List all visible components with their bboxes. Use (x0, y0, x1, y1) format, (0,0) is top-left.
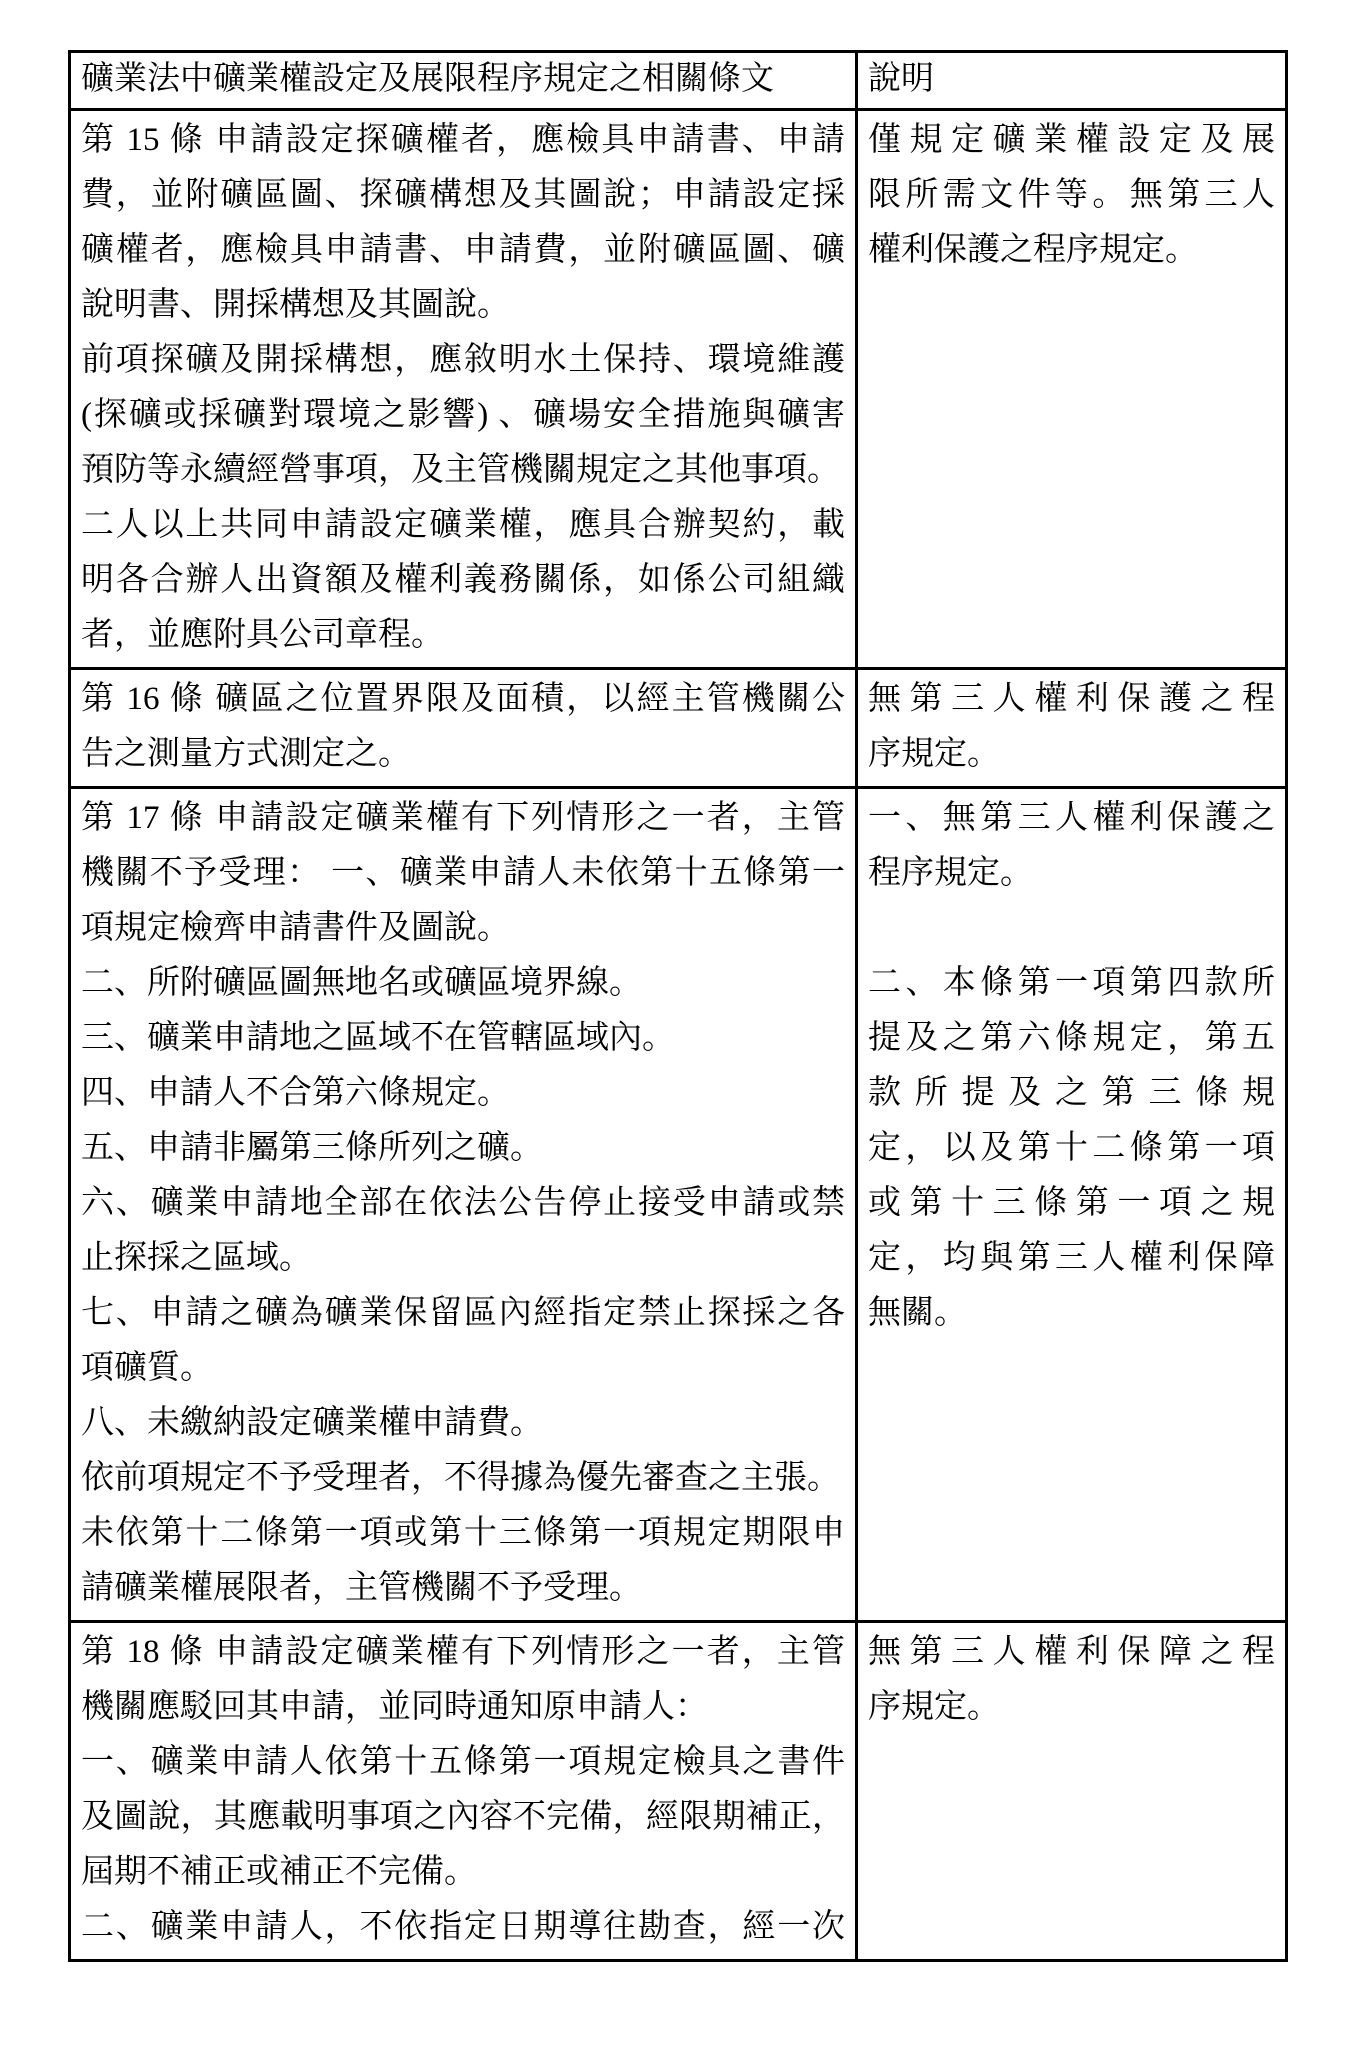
text-line: 止探採之區域。 (81, 1240, 312, 1276)
text-line: 者，並應附具公司章程。 (81, 617, 444, 653)
text-line: 及圖說，其應載明事項之內容不完備，經限期補正， (81, 1799, 845, 1835)
text-line: 提及之第六條規定，第五 (868, 1020, 1275, 1056)
text-line: 僅規定礦業權設定及展 (868, 122, 1275, 158)
text-line: 無第三人權利保護之程 (868, 681, 1275, 717)
text-line: 機關不予受理： 一、礦業申請人未依第十五條第一 (81, 855, 845, 891)
header-explanation-cell (858, 53, 1285, 108)
text-line: 或第十三條第一項之規 (868, 1185, 1275, 1221)
row-article-15 (71, 108, 1285, 667)
text-line: 序規定。 (868, 1689, 1000, 1725)
provision-cell-18 (71, 1623, 858, 1959)
text-line: 款所提及之第三條規 (868, 1075, 1275, 1111)
text-line: 三、礦業申請地之區域不在管轄區域內。 (81, 1020, 675, 1056)
provision-cell-16 (71, 670, 858, 786)
text-line: 定，以及第十二條第一項 (868, 1130, 1275, 1166)
explanation-cell-15 (858, 111, 1285, 667)
text-line: 項礦質。 (81, 1350, 213, 1386)
header-provision-label: 礦業法中礦業權設定及展限程序規定之相關條文 (81, 61, 774, 97)
text-line: 程序規定。 (868, 855, 1033, 891)
text-line: 一、礦業申請人依第十五條第一項規定檢具之書件 (81, 1744, 845, 1780)
text-line: 八、未繳納設定礦業權申請費。 (81, 1405, 543, 1441)
text-line: 前項探礦及開採構想，應敘明水土保持、環境維護 (81, 342, 845, 378)
table-header-row (71, 53, 1285, 108)
provision-cell-15 (71, 111, 858, 667)
text-line: 未依第十二條第一項或第十三條第一項規定期限申 (81, 1515, 845, 1551)
text-line: 權利保護之程序規定。 (868, 232, 1198, 268)
text-line: 六、礦業申請地全部在依法公告停止接受申請或禁 (81, 1185, 845, 1221)
text-line: 五、申請非屬第三條所列之礦。 (81, 1130, 543, 1166)
text-line: 七、申請之礦為礦業保留區內經指定禁止探採之各 (81, 1295, 845, 1331)
text-line: 告之測量方式測定之。 (81, 736, 411, 772)
header-explanation-label: 說明 (868, 61, 934, 97)
explanation-cell-16 (858, 670, 1285, 786)
text-line: 第 17 條 申請設定礦業權有下列情形之一者，主管 (81, 800, 845, 836)
text-line: 依前項規定不予受理者，不得據為優先審查之主張。 (81, 1460, 840, 1496)
provisions-table (68, 50, 1288, 1962)
provision-cell-17 (71, 789, 858, 1620)
text-line: 二、所附礦區圖無地名或礦區境界線。 (81, 965, 642, 1001)
text-line: 第 18 條 申請設定礦業權有下列情形之一者，主管 (81, 1634, 845, 1670)
text-line: 無關。 (868, 1295, 967, 1331)
text-line: 明各合辦人出資額及權利義務關係，如係公司組織 (81, 562, 845, 598)
text-line: 無第三人權利保障之程 (868, 1634, 1275, 1670)
text-line: 屆期不補正或補正不完備。 (81, 1854, 477, 1890)
text-line: 二、本條第一項第四款所 (868, 965, 1275, 1001)
blank-line (868, 901, 1275, 956)
text-line: 預防等永續經營事項，及主管機關規定之其他事項。 (81, 452, 840, 488)
text-line: 項規定檢齊申請書件及圖說。 (81, 910, 510, 946)
text-line: 限所需文件等。無第三人 (868, 177, 1275, 213)
text-line: 第 15 條 申請設定探礦權者，應檢具申請書、申請 (81, 122, 845, 158)
text-line: 費，並附礦區圖、探礦構想及其圖說；申請設定採 (81, 177, 845, 213)
text-line: 序規定。 (868, 736, 1000, 772)
text-line: 機關應駁回其申請，並同時通知原申請人： (81, 1689, 708, 1725)
text-line: 礦權者，應檢具申請書、申請費，並附礦區圖、礦 (81, 232, 845, 268)
text-line: 四、申請人不合第六條規定。 (81, 1075, 510, 1111)
text-line: 二人以上共同申請設定礦業權，應具合辦契約，載 (81, 507, 845, 543)
text-line: 定，均與第三人權利保障 (868, 1240, 1275, 1276)
explanation-cell-18 (858, 1623, 1285, 1959)
text-line: 第 16 條 礦區之位置界限及面積，以經主管機關公 (81, 681, 845, 717)
explanation-cell-17 (858, 789, 1285, 1620)
row-article-17 (71, 786, 1285, 1620)
text-line: 二、礦業申請人，不依指定日期導往勘查，經一次 (81, 1909, 845, 1945)
text-line: (探礦或採礦對環境之影響) 、礦場安全措施與礦害 (81, 397, 845, 433)
row-article-18 (71, 1620, 1285, 1959)
header-provision-cell (71, 53, 858, 108)
text-line: 一、無第三人權利保護之 (868, 800, 1275, 836)
text-line: 說明書、開採構想及其圖說。 (81, 287, 510, 323)
text-line: 請礦業權展限者，主管機關不予受理。 (81, 1570, 642, 1606)
row-article-16 (71, 667, 1285, 786)
